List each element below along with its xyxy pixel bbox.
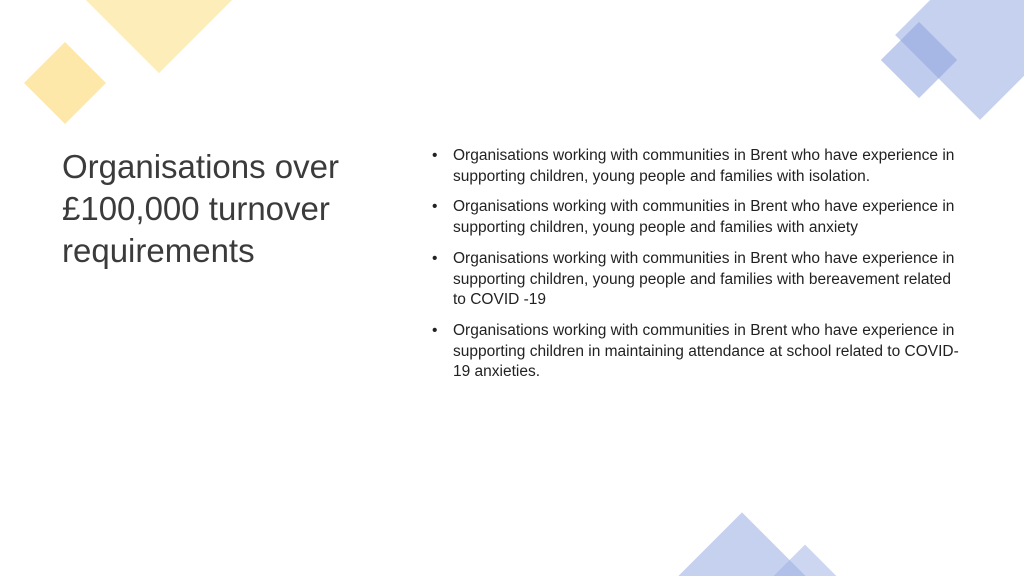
bullet-icon: • [432,249,438,267]
decorative-yellow-diamond-small [24,42,106,124]
bullet-item [432,249,962,311]
bullet-text: Organisations working with communities in Brent who have experience in supporting children, young people and families with anxiety [453,198,955,237]
bullet-icon: • [432,198,438,216]
slide-title: Organisations over £100,000 turnover requirements [62,148,339,269]
bullet-icon: • [432,147,438,164]
bullet-item [432,197,962,238]
bullet-item [432,321,962,383]
bullet-text: Organisations working with communities in Brent who have experience in supporting children in maintaining attendance at school related to COVID-19 anxieties. [453,321,959,381]
bullet-icon: • [432,321,438,339]
bullet-text: Organisations working with communities in Brent who have experience in supporting children, young people and families with bereavement related to COVID -19 [453,249,955,309]
bullet-item [432,146,962,187]
bullet-text: Organisations working with communities in Brent who have experience in supporting children, young people and families with isolation. [453,147,955,185]
bullet-list [432,146,962,393]
